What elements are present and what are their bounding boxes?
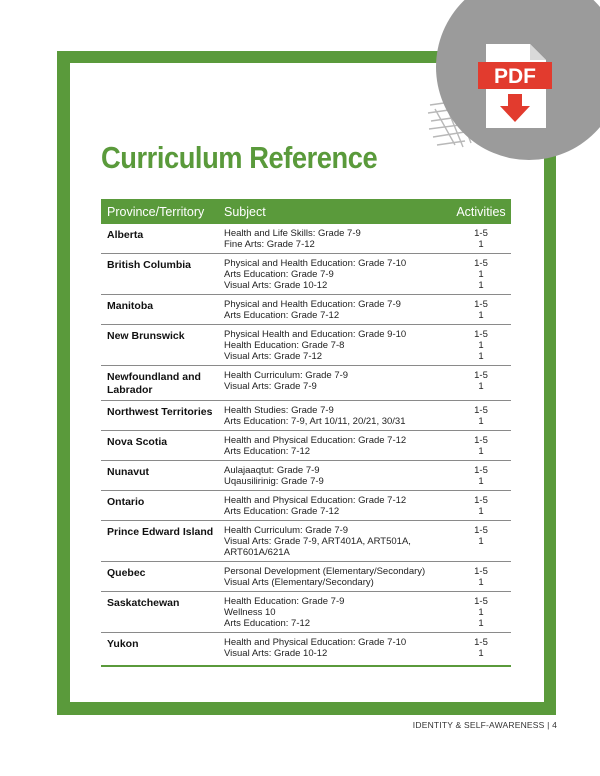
activity-value: 1-5 bbox=[474, 596, 488, 607]
cell-province bbox=[101, 465, 224, 487]
province-name: Ontario bbox=[107, 496, 145, 508]
subject-line: Physical and Health Education: Grade 7-10 bbox=[224, 258, 407, 269]
table-row bbox=[101, 521, 511, 562]
cell-activities bbox=[451, 299, 511, 321]
subject-line: Arts Education: Grade 7-9 bbox=[224, 269, 334, 280]
activity-value: 1-5 bbox=[474, 495, 488, 506]
activity-value: 1-5 bbox=[474, 566, 488, 577]
activity-value: 1-5 bbox=[474, 228, 488, 239]
activity-value: 1-5 bbox=[474, 435, 488, 446]
cell-province bbox=[101, 405, 224, 427]
cell-province bbox=[101, 228, 224, 250]
activity-value: 1-5 bbox=[474, 465, 488, 476]
subject-line: Health Studies: Grade 7-9 bbox=[224, 405, 334, 416]
cell-activities bbox=[451, 405, 511, 427]
cell-subjects bbox=[224, 435, 451, 457]
subject-line: Arts Education: Grade 7-12 bbox=[224, 506, 340, 517]
activity-value: 1 bbox=[478, 416, 484, 427]
subject-line: ART601A/621A bbox=[224, 547, 290, 558]
activity-value: 1 bbox=[478, 607, 484, 618]
cell-subjects bbox=[224, 465, 451, 487]
cell-subjects bbox=[224, 329, 451, 362]
cell-activities bbox=[451, 566, 511, 588]
table-row bbox=[101, 224, 511, 254]
activity-value: 1-5 bbox=[474, 299, 488, 310]
cell-activities bbox=[451, 637, 511, 659]
table-row bbox=[101, 254, 511, 295]
cell-activities bbox=[451, 329, 511, 362]
subject-line: Health and Life Skills: Grade 7-9 bbox=[224, 228, 361, 239]
province-name: Labrador bbox=[107, 384, 153, 396]
header-subject: Subject bbox=[224, 204, 266, 219]
subject-line: Arts Education: 7-12 bbox=[224, 618, 311, 629]
page-title: Curriculum Reference bbox=[101, 140, 378, 175]
table-body bbox=[101, 224, 511, 665]
subject-line: Health Curriculum: Grade 7-9 bbox=[224, 370, 349, 381]
cell-subjects bbox=[224, 637, 451, 659]
table-row bbox=[101, 401, 511, 431]
activity-value: 1-5 bbox=[474, 405, 488, 416]
subject-line: Arts Education: 7-12 bbox=[224, 446, 311, 457]
province-name: Yukon bbox=[107, 638, 139, 650]
province-name: Manitoba bbox=[107, 300, 154, 312]
subject-line: Visual Arts (Elementary/Secondary) bbox=[224, 577, 374, 588]
header-province: Province/Territory bbox=[107, 204, 205, 219]
cell-subjects bbox=[224, 525, 451, 558]
activity-value: 1 bbox=[478, 618, 484, 629]
cell-province bbox=[101, 329, 224, 362]
province-name: New Brunswick bbox=[107, 330, 185, 342]
activity-value: 1-5 bbox=[474, 329, 488, 340]
cell-activities bbox=[451, 525, 511, 558]
province-name: Nova Scotia bbox=[107, 436, 168, 448]
cell-subjects bbox=[224, 370, 451, 397]
province-name: Northwest Territories bbox=[107, 406, 213, 418]
activity-value: 1-5 bbox=[474, 637, 488, 648]
subject-line: Wellness 10 bbox=[224, 607, 276, 618]
table-row bbox=[101, 295, 511, 325]
activity-value: 1 bbox=[478, 536, 484, 547]
cell-activities bbox=[451, 258, 511, 291]
table-row bbox=[101, 491, 511, 521]
cell-activities bbox=[451, 228, 511, 250]
subject-line: Health Education: Grade 7-9 bbox=[224, 596, 345, 607]
cell-subjects bbox=[224, 258, 451, 291]
activity-value: 1 bbox=[478, 476, 484, 487]
cell-subjects bbox=[224, 405, 451, 427]
cell-province bbox=[101, 258, 224, 291]
activity-value: 1 bbox=[478, 310, 484, 321]
province-name: Nunavut bbox=[107, 466, 149, 478]
activity-value: 1 bbox=[478, 269, 484, 280]
cell-activities bbox=[451, 370, 511, 397]
cell-province bbox=[101, 435, 224, 457]
cell-province bbox=[101, 596, 224, 629]
activity-value: 1 bbox=[478, 239, 484, 250]
subject-line: Health Education: Grade 7-8 bbox=[224, 340, 345, 351]
cell-province bbox=[101, 299, 224, 321]
subject-line: Visual Arts: Grade 7-12 bbox=[224, 351, 323, 362]
curriculum-table bbox=[101, 199, 511, 667]
table-row bbox=[101, 461, 511, 491]
subject-line: Health Curriculum: Grade 7-9 bbox=[224, 525, 349, 536]
activity-value: 1 bbox=[478, 381, 484, 392]
province-name: Prince Edward Island bbox=[107, 526, 214, 538]
subject-line: Physical Health and Education: Grade 9-10 bbox=[224, 329, 407, 340]
activity-value: 1 bbox=[478, 446, 484, 457]
cell-activities bbox=[451, 435, 511, 457]
cell-province bbox=[101, 370, 224, 397]
table-header bbox=[101, 199, 511, 224]
table-row bbox=[101, 633, 511, 665]
subject-line: Visual Arts: Grade 7-9 bbox=[224, 381, 317, 392]
subject-line: Arts Education: 7-9, Art 10/11, 20/21, 30/31 bbox=[224, 416, 406, 427]
province-name: Newfoundland and bbox=[107, 371, 201, 383]
subject-line: Health and Physical Education: Grade 7-12 bbox=[224, 435, 407, 446]
cell-province bbox=[101, 637, 224, 659]
subject-line: Arts Education: Grade 7-12 bbox=[224, 310, 340, 321]
province-name: Saskatchewan bbox=[107, 597, 180, 609]
cell-subjects bbox=[224, 228, 451, 250]
cell-activities bbox=[451, 596, 511, 629]
cell-province bbox=[101, 525, 224, 558]
cell-province bbox=[101, 566, 224, 588]
activity-value: 1-5 bbox=[474, 370, 488, 381]
province-name: Alberta bbox=[107, 229, 144, 241]
province-name: British Columbia bbox=[107, 259, 192, 271]
cell-activities bbox=[451, 465, 511, 487]
table-row bbox=[101, 592, 511, 633]
subject-line: Health and Physical Education: Grade 7-10 bbox=[224, 637, 407, 648]
activity-value: 1-5 bbox=[474, 258, 488, 269]
cell-activities bbox=[451, 495, 511, 517]
activity-value: 1 bbox=[478, 648, 484, 659]
cell-subjects bbox=[224, 566, 451, 588]
header-activities: Activities bbox=[456, 204, 506, 219]
subject-line: Visual Arts: Grade 10-12 bbox=[224, 280, 328, 291]
table-row bbox=[101, 366, 511, 401]
subject-line: Aulajaaqtut: Grade 7-9 bbox=[224, 465, 320, 476]
page-footer: IDENTITY & SELF-AWARENESS | 4 bbox=[412, 720, 557, 730]
activity-value: 1-5 bbox=[474, 525, 488, 536]
subject-line: Visual Arts: Grade 7-9, ART401A, ART501A, bbox=[224, 536, 411, 547]
subject-line: Visual Arts: Grade 10-12 bbox=[224, 648, 328, 659]
subject-line: Physical and Health Education: Grade 7-9 bbox=[224, 299, 401, 310]
activity-value: 1 bbox=[478, 340, 484, 351]
cell-subjects bbox=[224, 299, 451, 321]
subject-line: Fine Arts: Grade 7-12 bbox=[224, 239, 315, 250]
table-row bbox=[101, 325, 511, 366]
activity-value: 1 bbox=[478, 280, 484, 291]
cell-province bbox=[101, 495, 224, 517]
cell-subjects bbox=[224, 495, 451, 517]
pdf-label: PDF bbox=[494, 65, 536, 88]
activity-value: 1 bbox=[478, 506, 484, 517]
activity-value: 1 bbox=[478, 351, 484, 362]
pdf-download-icon[interactable] bbox=[478, 42, 552, 130]
province-name: Quebec bbox=[107, 567, 146, 579]
subject-line: Personal Development (Elementary/Secondary) bbox=[224, 566, 426, 577]
activity-value: 1 bbox=[478, 577, 484, 588]
cell-subjects bbox=[224, 596, 451, 629]
table-row bbox=[101, 562, 511, 592]
subject-line: Uqausilirinig: Grade 7-9 bbox=[224, 476, 324, 487]
subject-line: Health and Physical Education: Grade 7-12 bbox=[224, 495, 407, 506]
table-row bbox=[101, 431, 511, 461]
